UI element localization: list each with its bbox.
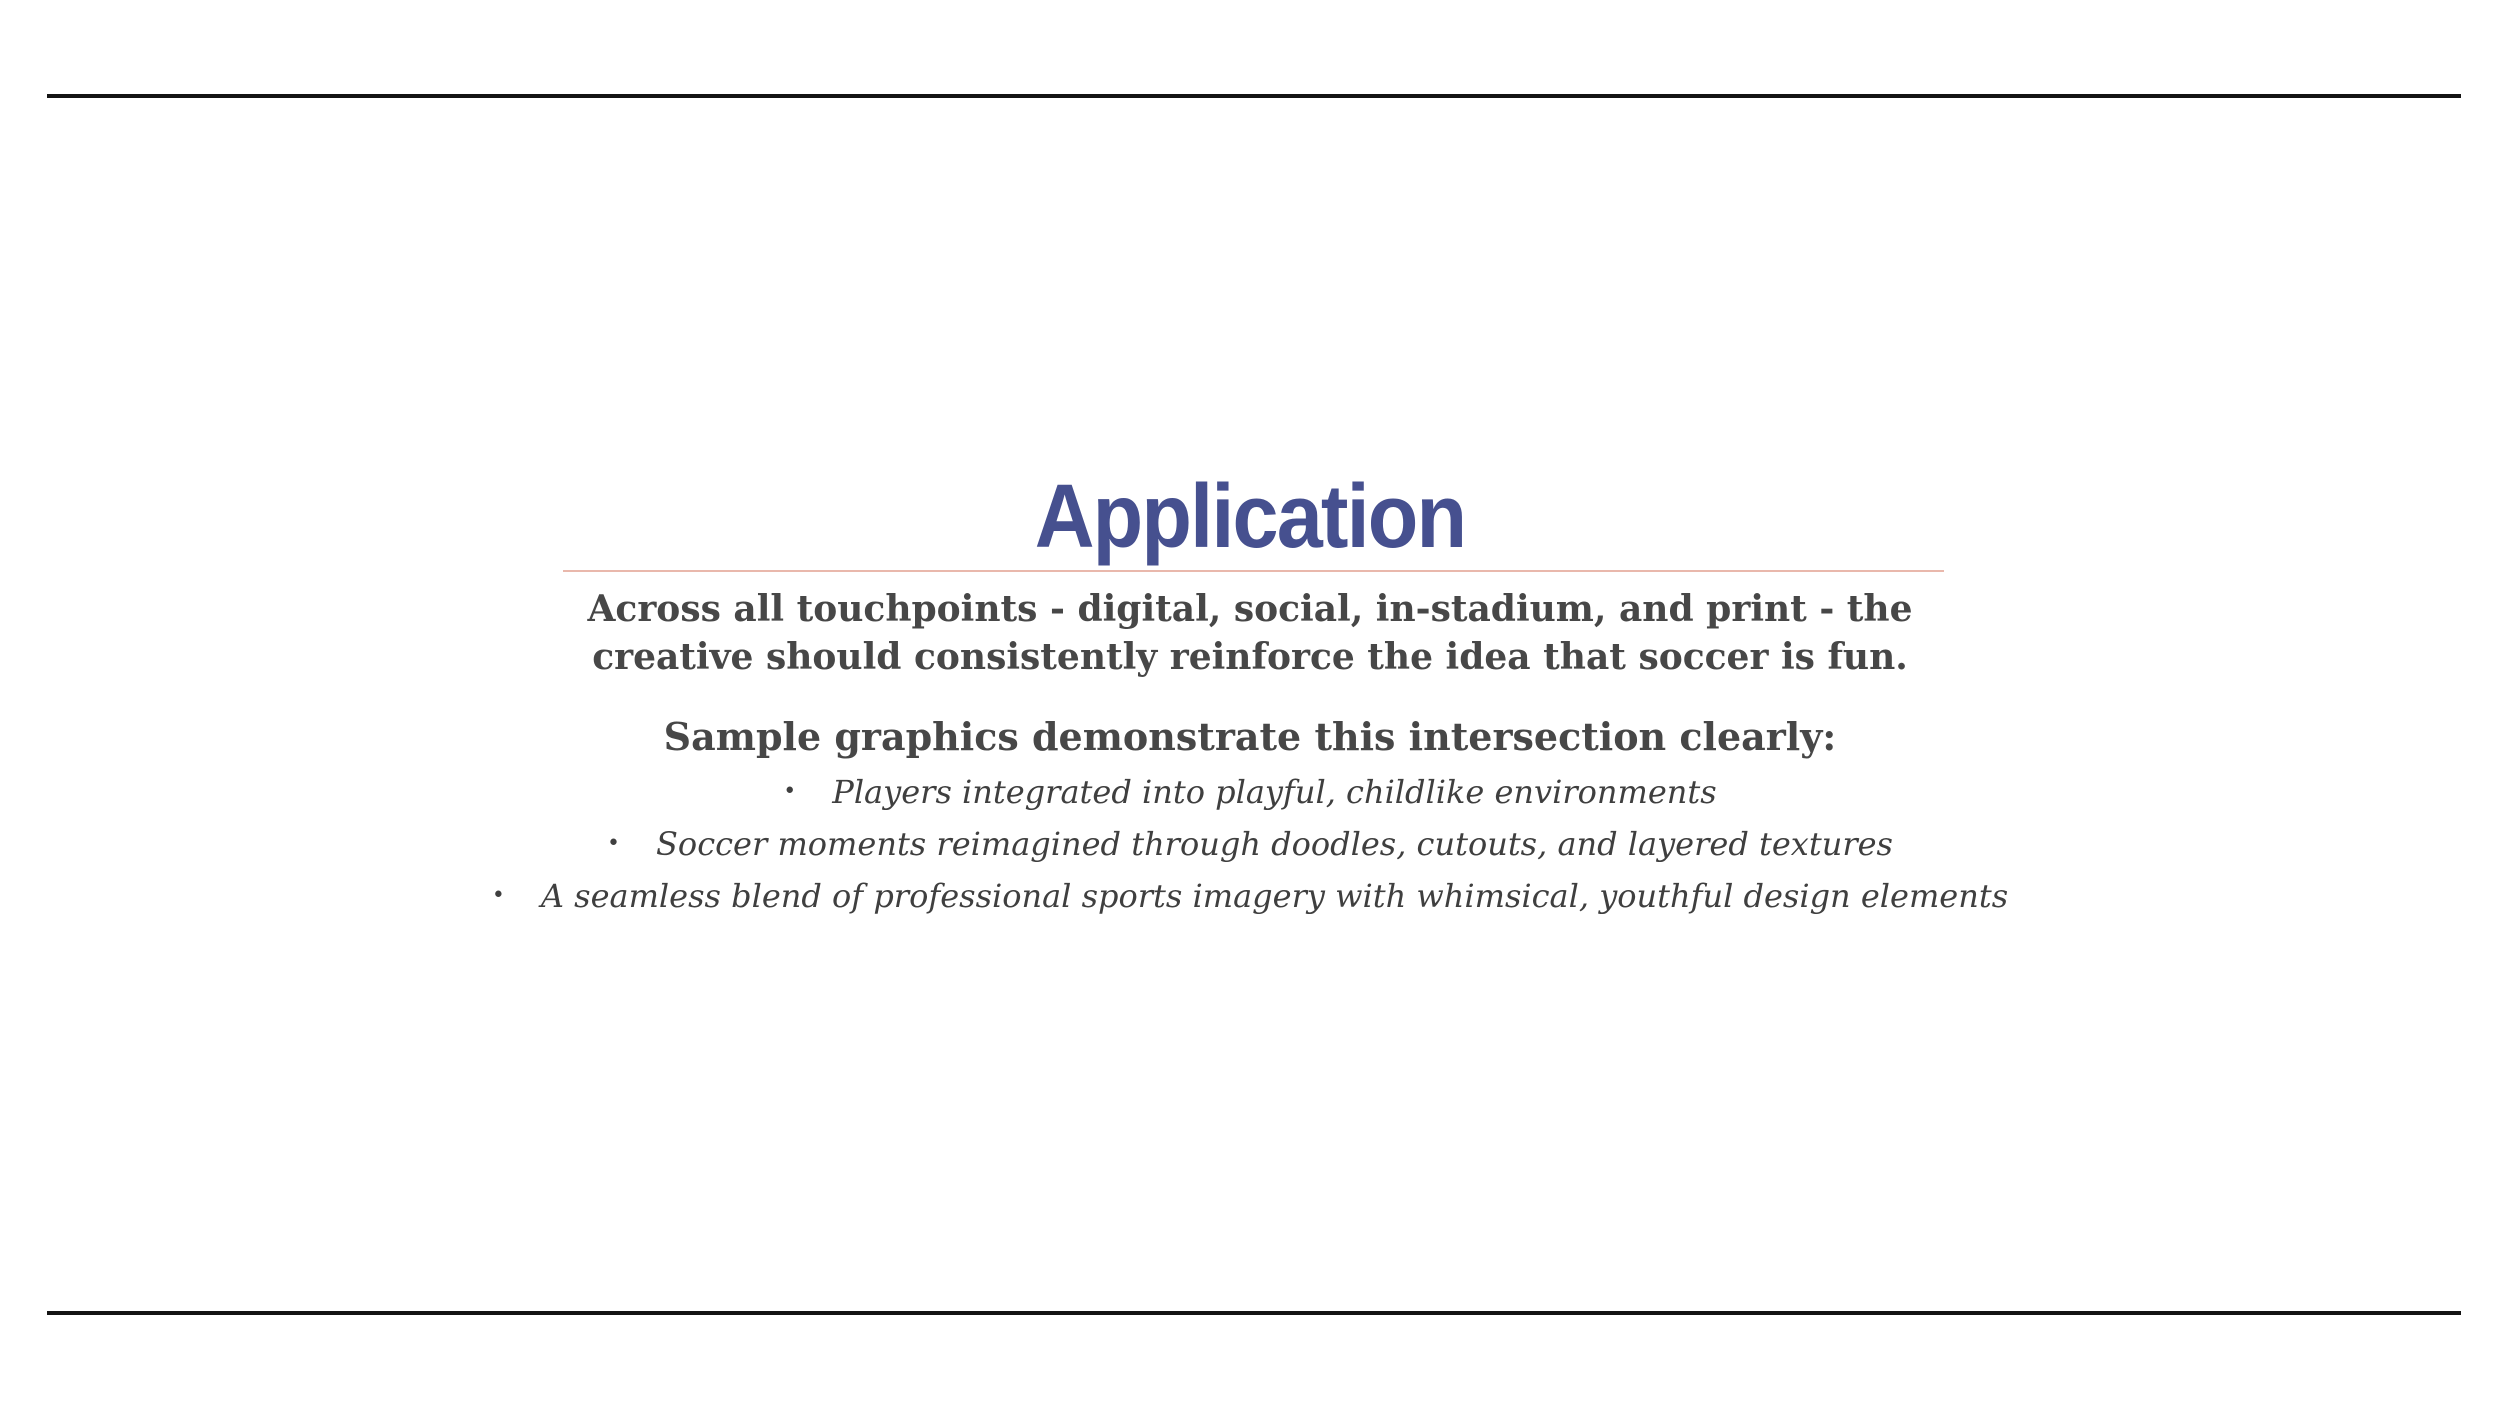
bullet-icon: •: [491, 882, 505, 908]
bullet-icon: •: [607, 830, 620, 856]
bottom-frame-rule: [47, 1311, 2461, 1315]
slide-title: Application: [1034, 467, 1466, 567]
bullet-text: Players integrated into playful, childlike environments: [832, 773, 1717, 811]
top-frame-rule: [47, 94, 2461, 98]
bullet-text: A seamless blend of professional sports imagery with whimsical, youthful design elements: [540, 877, 2009, 915]
list-item: [0, 870, 2500, 922]
list-item: [0, 818, 2500, 870]
bullet-list: [0, 766, 2500, 922]
lead-line-1: Across all touchpoints - digital, social, in-stadium, and print - the: [587, 588, 1913, 630]
bullet-icon: •: [783, 778, 797, 804]
lead-paragraph: [0, 585, 2500, 681]
lead-line-2: creative should consistently reinforce the idea that soccer is fun.: [592, 636, 1908, 678]
list-item: [0, 766, 2500, 818]
subheading: Sample graphics demonstrate this intersection clearly:: [663, 714, 1837, 759]
title-divider: [563, 570, 1944, 572]
bullet-text: Soccer moments reimagined through doodles, cutouts, and layered textures: [656, 825, 1893, 863]
